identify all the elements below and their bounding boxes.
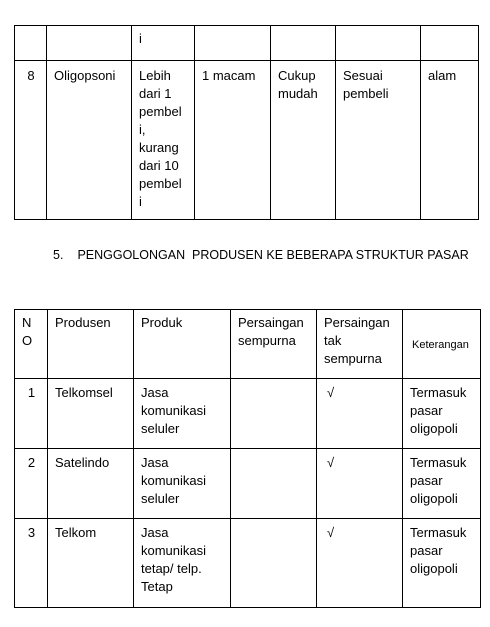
buyer-count-line: kurang bbox=[139, 140, 179, 155]
buyer-count-line: i bbox=[139, 194, 142, 209]
imperfect-competition-check: √ bbox=[317, 449, 403, 519]
buyer-count-line: pembel bbox=[139, 176, 182, 191]
row-number-cell: 3 bbox=[15, 519, 48, 608]
producer-cell: Telkomsel bbox=[48, 379, 134, 449]
producer-cell: Satelindo bbox=[48, 449, 134, 519]
buyer-count-line: i, bbox=[139, 122, 146, 137]
producer-classification-table bbox=[14, 309, 481, 608]
table-cell bbox=[421, 26, 479, 61]
price-cell: Sesuai pembeli bbox=[336, 61, 421, 220]
market-structure-table-continued bbox=[14, 25, 479, 220]
table-row bbox=[15, 449, 481, 519]
buyer-count-line: dari 10 bbox=[139, 158, 179, 173]
table-header-row bbox=[15, 310, 481, 379]
table-cell bbox=[271, 26, 336, 61]
header-perfect-competition: Persaingan sempurna bbox=[231, 310, 317, 379]
notes-cell: Termasuk pasar oligopoli bbox=[403, 449, 481, 519]
perfect-competition-cell bbox=[231, 449, 317, 519]
header-producer: Produsen bbox=[48, 310, 134, 379]
section-title: PENGGOLONGAN PRODUSEN KE BEBERAPA STRUKTUR PASAR bbox=[77, 248, 469, 262]
table-cell: i bbox=[132, 26, 195, 61]
header-imperfect-competition: Persaingan tak sempurna bbox=[317, 310, 403, 379]
buyer-count-cell bbox=[132, 61, 195, 220]
product-cell: Jasa komunikasi seluler bbox=[134, 449, 231, 519]
notes-cell: Termasuk pasar oligopoli bbox=[403, 519, 481, 608]
product-cell: Jasa komunikasi seluler bbox=[134, 379, 231, 449]
table-cell bbox=[195, 26, 271, 61]
buyer-count-line: Lebih bbox=[139, 68, 171, 83]
row-number-cell: 2 bbox=[15, 449, 48, 519]
header-product: Produk bbox=[134, 310, 231, 379]
perfect-competition-cell bbox=[231, 379, 317, 449]
table-row bbox=[15, 519, 481, 608]
section-heading bbox=[53, 248, 469, 262]
producer-cell: Telkom bbox=[48, 519, 134, 608]
table-cell bbox=[47, 26, 132, 61]
perfect-competition-cell bbox=[231, 519, 317, 608]
buyer-count-line: pembel bbox=[139, 104, 182, 119]
row-number-cell: 8 bbox=[15, 61, 47, 220]
structure-name-cell: Oligopsoni bbox=[47, 61, 132, 220]
header-notes: Keterangan bbox=[403, 310, 481, 379]
table-row bbox=[15, 61, 479, 220]
example-cell: alam bbox=[421, 61, 479, 220]
buyer-count-line: dari 1 bbox=[139, 86, 172, 101]
row-number-cell: 1 bbox=[15, 379, 48, 449]
notes-cell: Termasuk pasar oligopoli bbox=[403, 379, 481, 449]
table-row bbox=[15, 379, 481, 449]
section-number: 5. bbox=[53, 248, 64, 262]
market-entry-cell: Cukup mudah bbox=[271, 61, 336, 220]
product-variety-cell: 1 macam bbox=[195, 61, 271, 220]
table-cell bbox=[15, 26, 47, 61]
product-cell: Jasa komunikasi tetap/ telp. Tetap bbox=[134, 519, 231, 608]
table-cell bbox=[336, 26, 421, 61]
table-row bbox=[15, 26, 479, 61]
header-no: NO bbox=[15, 310, 48, 379]
imperfect-competition-check: √ bbox=[317, 519, 403, 608]
imperfect-competition-check: √ bbox=[317, 379, 403, 449]
